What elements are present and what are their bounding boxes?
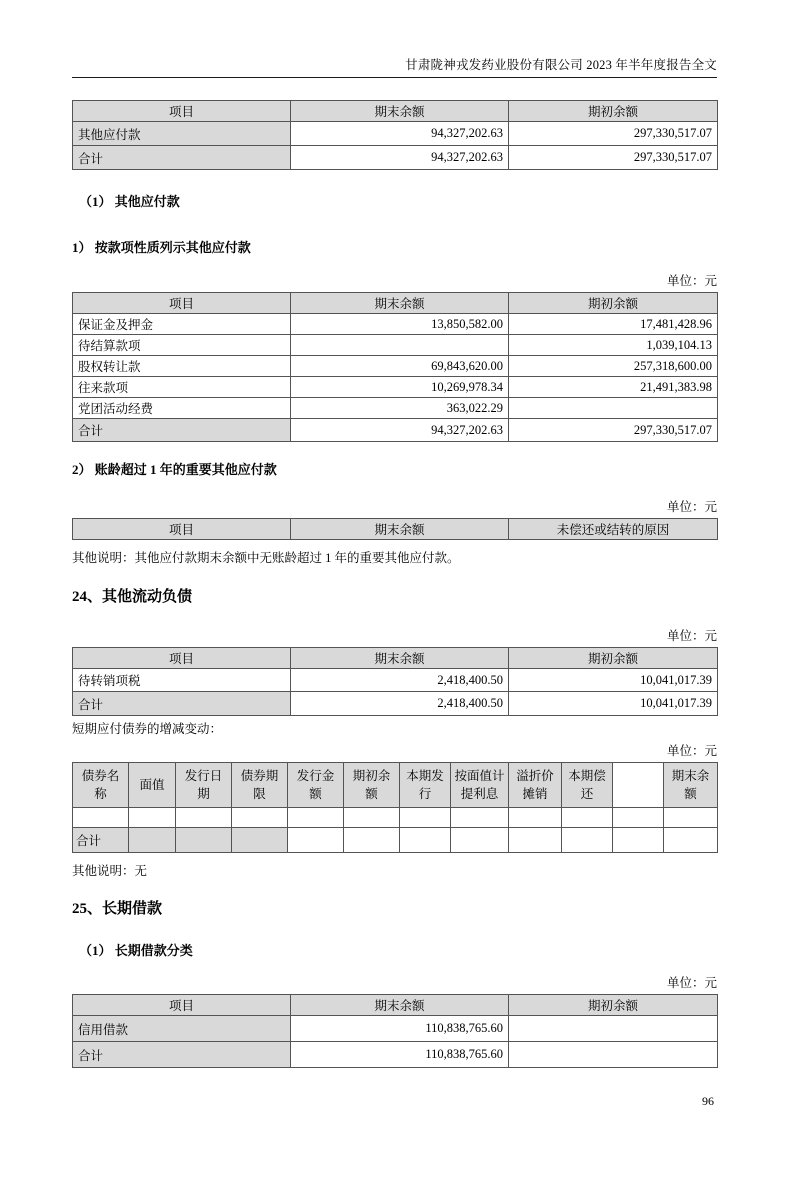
column-header-beginning-balance: 期初余额 — [509, 995, 718, 1016]
empty-cell — [400, 828, 451, 853]
column-header-issued-this-period: 本期发行 — [400, 763, 451, 808]
empty-cell — [451, 828, 509, 853]
beginning-balance-value — [509, 1016, 718, 1042]
document-header-title: 甘肃陇神戎发药业股份有限公司 2023 年半年度报告全文 — [72, 55, 717, 78]
table-row — [73, 314, 718, 335]
empty-cell — [288, 808, 344, 828]
subsection-heading-other-payables: （1） 其他应付款 — [79, 194, 180, 209]
beginning-balance-value: 257,318,600.00 — [509, 356, 718, 377]
section-heading-long-term-loans: 25、长期借款 — [72, 901, 163, 918]
beginning-balance-value: 297,330,517.07 — [509, 122, 718, 146]
empty-cell — [73, 808, 129, 828]
beginning-balance-value — [509, 398, 718, 419]
table-empty-row — [73, 808, 718, 828]
ending-balance-value: 94,327,202.63 — [291, 122, 509, 146]
column-header-beginning-balance: 期初余额 — [509, 293, 718, 314]
empty-cell — [451, 808, 509, 828]
table-total-row — [73, 146, 718, 170]
column-header-item: 项目 — [73, 995, 291, 1016]
empty-cell — [176, 828, 232, 853]
column-header-ending-balance: 期末余额 — [291, 101, 509, 122]
ending-balance-value: 94,327,202.63 — [291, 146, 509, 170]
other-payables-by-nature-table — [72, 292, 718, 442]
row-label: 待转销项税 — [73, 669, 291, 692]
column-header-ending-balance: 期末余额 — [291, 648, 509, 669]
column-header-beginning-balance: 期初余额 — [509, 648, 718, 669]
report-page — [72, 55, 717, 1109]
row-label-total: 合计 — [73, 828, 129, 853]
other-payables-summary-table — [72, 100, 718, 170]
column-header-issue-date: 发行日期 — [176, 763, 232, 808]
ending-balance-value: 10,269,978.34 — [291, 377, 509, 398]
empty-cell — [288, 828, 344, 853]
empty-cell — [344, 808, 400, 828]
empty-cell — [562, 808, 613, 828]
table-header-row — [73, 995, 718, 1016]
beginning-balance-value — [509, 1042, 718, 1068]
bond-change-intro: 短期应付债券的增减变动： — [72, 722, 223, 736]
empty-cell — [129, 808, 176, 828]
table-header-row — [73, 763, 718, 808]
column-header-ending-balance: 期末余额 — [664, 763, 718, 808]
beginning-balance-value: 10,041,017.39 — [509, 669, 718, 692]
beginning-balance-value: 297,330,517.07 — [509, 419, 718, 442]
column-header-reason: 未偿还或结转的原因 — [509, 519, 718, 540]
row-label-total: 合计 — [73, 692, 291, 716]
row-label-total: 合计 — [73, 146, 291, 170]
ending-balance-value: 94,327,202.63 — [291, 419, 509, 442]
ending-balance-value: 2,418,400.50 — [291, 669, 509, 692]
short-term-bonds-table — [72, 762, 718, 853]
column-header-issue-amount: 发行金额 — [288, 763, 344, 808]
column-header-repaid-this-period: 本期偿还 — [562, 763, 613, 808]
column-header-blank — [613, 763, 664, 808]
beginning-balance-value: 297,330,517.07 — [509, 146, 718, 170]
other-explanation-note: 其他说明：其他应付款期末余额中无账龄超过 1 年的重要其他应付款。 — [72, 551, 460, 565]
table-row — [73, 398, 718, 419]
table-total-row — [73, 1042, 718, 1068]
beginning-balance-value: 10,041,017.39 — [509, 692, 718, 716]
subsection-heading-aged-over-one-year: 2） 账龄超过 1 年的重要其他应付款 — [72, 462, 277, 477]
unit-label: 单位：元 — [666, 500, 717, 514]
empty-cell — [509, 828, 562, 853]
beginning-balance-value: 21,491,383.98 — [509, 377, 718, 398]
empty-cell — [509, 808, 562, 828]
table-row — [73, 1016, 718, 1042]
row-label: 股权转让款 — [73, 356, 291, 377]
column-header-ending-balance: 期末余额 — [291, 293, 509, 314]
column-header-premium-discount-amortization: 溢折价摊销 — [509, 763, 562, 808]
column-header-item: 项目 — [73, 519, 291, 540]
column-header-interest-at-face-value: 按面值计提利息 — [451, 763, 509, 808]
column-header-ending-balance: 期末余额 — [291, 995, 509, 1016]
row-label: 党团活动经费 — [73, 398, 291, 419]
ending-balance-value: 363,022.29 — [291, 398, 509, 419]
empty-cell — [400, 808, 451, 828]
table-row — [73, 669, 718, 692]
row-label-total: 合计 — [73, 419, 291, 442]
page-number: 96 — [702, 1094, 714, 1109]
table-row — [73, 335, 718, 356]
empty-cell — [176, 808, 232, 828]
ending-balance-value: 110,838,765.60 — [291, 1016, 509, 1042]
column-header-face-value: 面值 — [129, 763, 176, 808]
ending-balance-value: 2,418,400.50 — [291, 692, 509, 716]
table-header-row — [73, 519, 718, 540]
row-label: 待结算款项 — [73, 335, 291, 356]
unit-label: 单位：元 — [666, 976, 717, 991]
empty-cell — [664, 808, 718, 828]
table-header-row — [73, 648, 718, 669]
column-header-bond-name: 债券名称 — [73, 763, 129, 808]
unit-label: 单位：元 — [666, 629, 717, 643]
other-explanation-note: 其他说明：无 — [72, 864, 148, 879]
row-label: 保证金及押金 — [73, 314, 291, 335]
table-total-row — [73, 828, 718, 853]
row-label: 其他应付款 — [73, 122, 291, 146]
ending-balance-value: 13,850,582.00 — [291, 314, 509, 335]
unit-label: 单位：元 — [666, 274, 717, 288]
table-row — [73, 356, 718, 377]
column-header-bond-term: 债券期限 — [232, 763, 288, 808]
column-header-beginning-balance: 期初余额 — [509, 101, 718, 122]
empty-cell — [129, 828, 176, 853]
table-total-row — [73, 692, 718, 716]
empty-cell — [232, 828, 288, 853]
ending-balance-value: 110,838,765.60 — [291, 1042, 509, 1068]
empty-cell — [232, 808, 288, 828]
empty-cell — [344, 828, 400, 853]
aged-over-one-year-table — [72, 518, 718, 540]
beginning-balance-value: 1,039,104.13 — [509, 335, 718, 356]
row-label: 信用借款 — [73, 1016, 291, 1042]
subsection-heading-loan-classification: （1） 长期借款分类 — [79, 943, 193, 959]
empty-cell — [562, 828, 613, 853]
beginning-balance-value: 17,481,428.96 — [509, 314, 718, 335]
table-total-row — [73, 419, 718, 442]
empty-cell — [613, 828, 664, 853]
row-label-total: 合计 — [73, 1042, 291, 1068]
unit-label: 单位：元 — [666, 744, 717, 758]
ending-balance-value — [291, 335, 509, 356]
row-label: 往来款项 — [73, 377, 291, 398]
subsection-heading-by-nature: 1） 按款项性质列示其他应付款 — [72, 240, 251, 255]
column-header-item: 项目 — [73, 101, 291, 122]
column-header-ending-balance: 期末余额 — [291, 519, 509, 540]
section-heading-other-current-liabilities: 24、其他流动负债 — [72, 589, 193, 605]
other-current-liabilities-table — [72, 647, 718, 716]
empty-cell — [613, 808, 664, 828]
column-header-item: 项目 — [73, 648, 291, 669]
table-row — [73, 122, 718, 146]
column-header-item: 项目 — [73, 293, 291, 314]
table-header-row — [73, 101, 718, 122]
long-term-loans-table — [72, 994, 718, 1068]
table-row — [73, 377, 718, 398]
empty-cell — [664, 828, 718, 853]
ending-balance-value: 69,843,620.00 — [291, 356, 509, 377]
column-header-beginning-balance: 期初余额 — [344, 763, 400, 808]
table-header-row — [73, 293, 718, 314]
